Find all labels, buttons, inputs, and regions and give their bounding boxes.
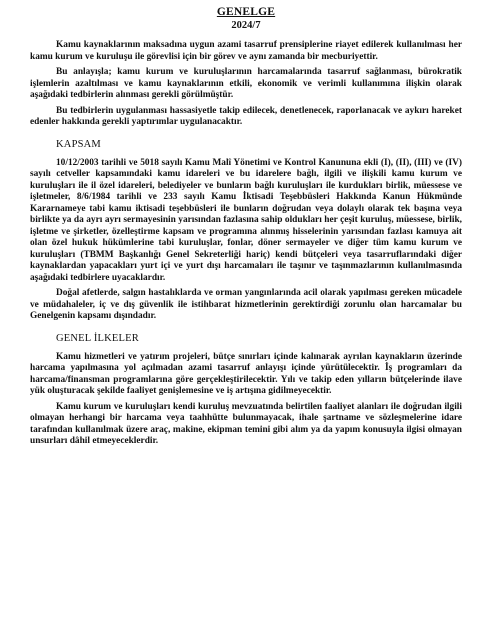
section-heading-kapsam: KAPSAM xyxy=(56,138,101,150)
genel-ilkeler-paragraph-2: Kamu kurum ve kuruluşları kendi kuruluş mevzuatında belirtilen faaliyet alanları ile doğrudan ilgili olmayan herhangi bir harcama veya taahhütte bulunmayacak, ihale şartname ve sözleşmelerine idare tarafından kullanılmak üzere araç, makine, ekipman temini gibi alım ya da yapım konusuyla ilgisi olmayan unsurları dâhil etmeyeceklerdir. xyxy=(30,401,462,446)
intro-paragraph-3: Bu tedbirlerin uygulanması hassasiyetle takip edilecek, denetlenecek, raporlanacak ve aykırı hareket edenler hakkında gerekli yaptırımlar uygulanacaktır. xyxy=(30,105,462,127)
intro-paragraph-2: Bu anlayışla; kamu kurum ve kuruluşlarının harcamalarında tasarruf sağlanması, bürokratik işlemlerin azaltılması ve kamu kaynaklarının etkili, ekonomik ve verimli kullanımına ilişkin olarak aşağıdaki tedbirlerin alınması gerekli görülmüştür. xyxy=(30,67,462,100)
genel-ilkeler-paragraph-1: Kamu hizmetleri ve yatırım projeleri, bütçe sınırları içinde kalınarak ayrılan kaynakların üzerinde harcama yapılmasına yol açılmadan azami tasarruf anlayışı içinde yürütülecektir. İş programları da harcama/finansman programlarına göre gerçekleştirilecektir. Yılı ve takip eden yılların bütçelerinde ilave yük oluşturacak şekilde faaliyet genişlemesine ve iş artışına gidilmeyecektir. xyxy=(30,351,462,396)
document-title: GENELGE xyxy=(216,6,276,18)
intro-paragraph-1: Kamu kaynaklarının maksadına uygun azami tasarruf prensiplerine riayet edilerek kullanılması her kamu kurum ve kuruluşu ile görevlisi için bir görev ve aynı zamanda bir mecburiyettir. xyxy=(30,40,462,62)
document-number: 2024/7 xyxy=(231,20,261,31)
kapsam-paragraph-2: Doğal afetlerde, salgın hastalıklarda ve orman yangınlarında acil olarak yapılması gereken mücadele ve müdahaleler, iç ve dış güvenlik ile istihbarat hizmetlerinin gerektirdiği zorunlu olan harcamalar bu Genelgenin kapsamı dışındadır. xyxy=(30,288,462,321)
kapsam-paragraph-1: 10/12/2003 tarihli ve 5018 sayılı Kamu Malî Yönetimi ve Kontrol Kanununa ekli (I), (II), (III) ve (IV) sayılı cetveller kapsamındaki kamu idareleri ve bu idarelere bağlı, ilgili ve ilişkili kamu kurum ve kuruluşları ile il özel idareleri, belediyeler ve bunların bağlı kuruluşları ile kurdukları birlik, müessese ve işletmeler, 8/6/1984 tarihli ve 233 sayılı Kamu İktisadi Teşebbüsleri Hakkında Kanun Hükmünde Kararnameye tabi kamu iktisadi teşebbüsleri ile bunların doğrudan veya dolaylı olarak tek başına veya birlikte ya da ayrı ayrı sermayesinin yarısından fazlasına sahip oldukları her çeşit kuruluş, müessese, birlik, işletme ve şirketler, özelleştirme kapsam ve programına alınmış hisselerinin yarısından fazlası kamuya ait olan özel hukuk hükümlerine tabi kuruluşlar, fonlar, döner sermayeler ve diğer tüm kamu kurum ve kuruluşları (TBMM Başkanlığı Genel Sekreterliği hariç) kendi bütçeleri veya tasarruflarındaki diğer kaynaklardan yapacakları yurt içi ve yurt dışı harcamaları ile taşınır ve taşınmazlarının kullanılmasında aşağıdaki tedbirlere uyacaklardır. xyxy=(30,157,462,283)
section-heading-genel-ilkeler: GENEL İLKELER xyxy=(56,332,139,344)
